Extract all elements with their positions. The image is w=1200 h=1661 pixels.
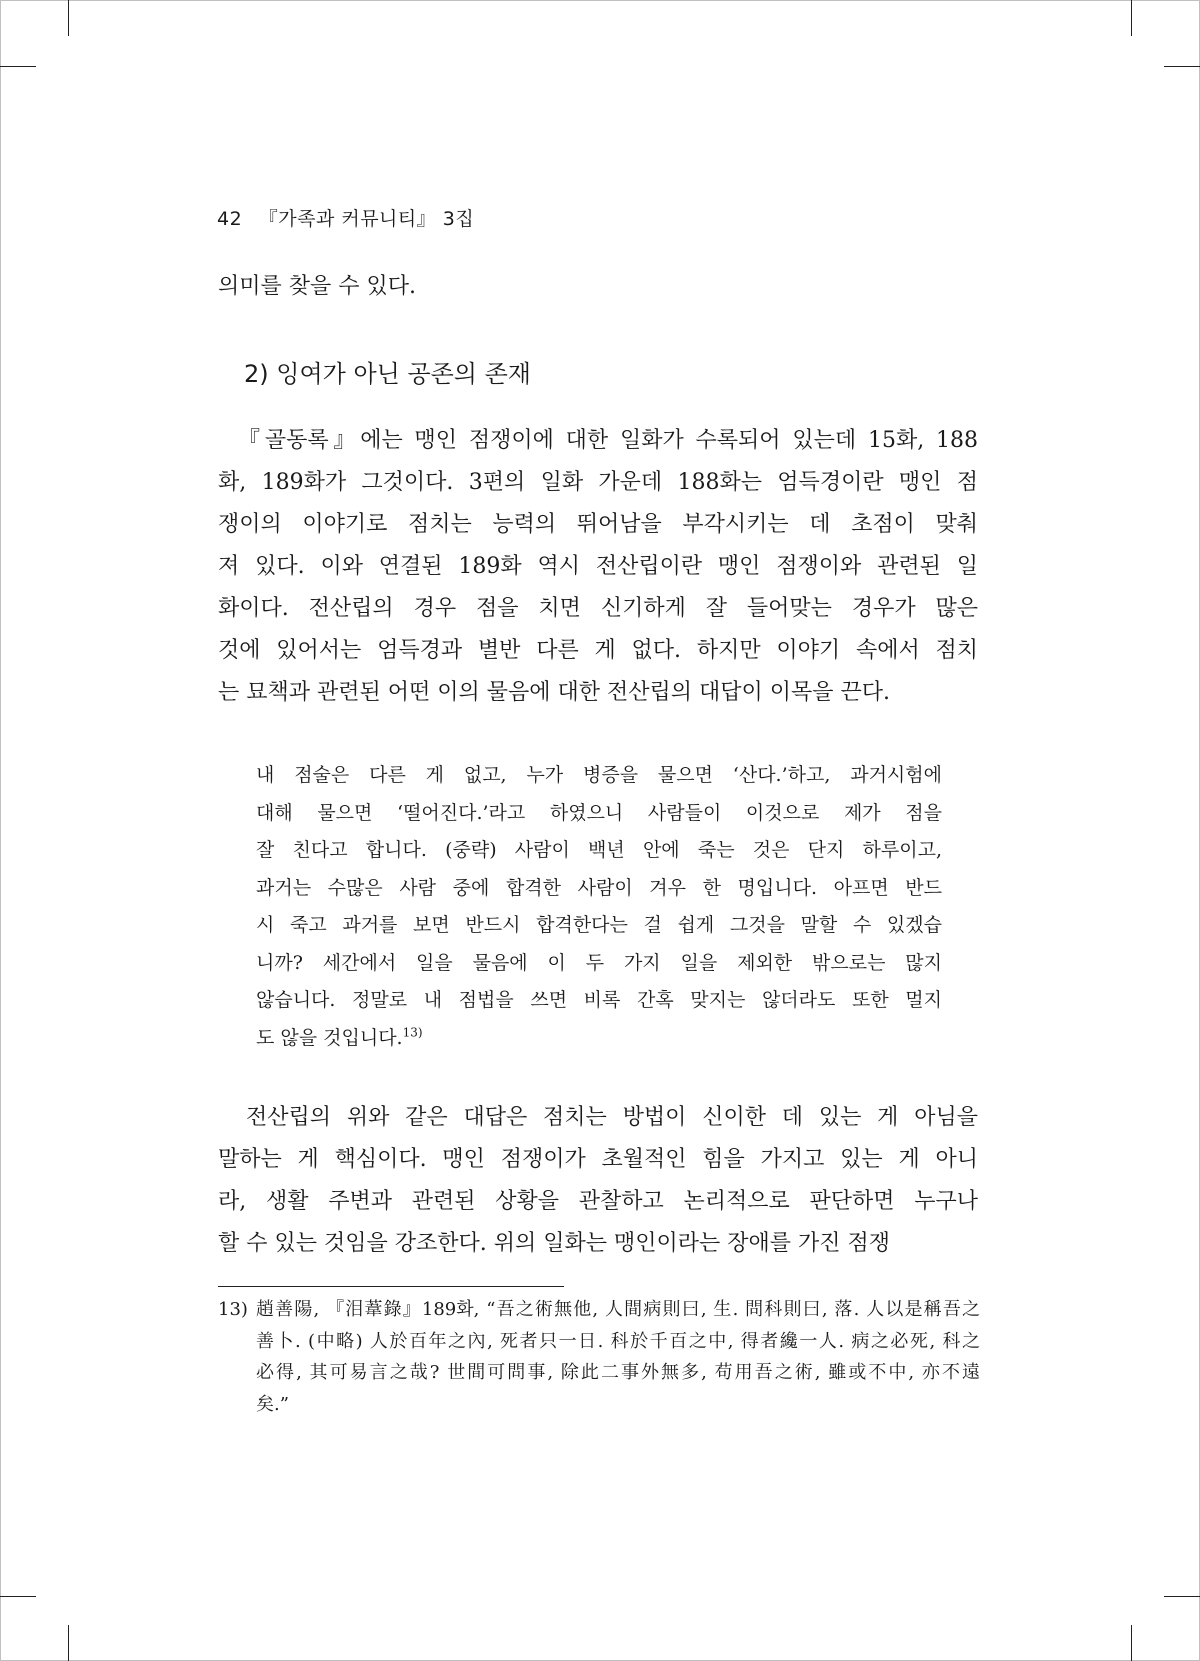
quote-line: 잘 친다고 합니다. (중략) 사람이 백년 안에 죽는 것은 단지 하루이고, <box>256 839 942 861</box>
section-heading: 2) 잉여가 아닌 공존의 존재 <box>244 360 531 388</box>
crop-mark-bottom-left <box>68 1625 69 1661</box>
paragraph-1-line: 것에 있어서는 엄득경과 별반 다른 게 없다. 하지만 이야기 속에서 점치 <box>218 638 978 663</box>
paragraph-1 <box>218 420 978 714</box>
crop-mark-top-left <box>68 0 69 36</box>
paragraph-2-line: 말하는 게 핵심이다. 맹인 점쟁이가 초월적인 힘을 가지고 있는 게 아니 <box>218 1147 978 1172</box>
paragraph-1-line: 는 묘책과 관련된 어떤 이의 물음에 대한 전산립의 대답이 이목을 끈다. <box>218 680 890 705</box>
paragraph-1-line: 『골동록』에는 맹인 점쟁이에 대한 일화가 수록되어 있는데 15화, 188 <box>238 428 978 453</box>
paragraph-1-line: 져 있다. 이와 연결된 189화 역시 전산립이란 맹인 점쟁이와 관련된 일 <box>218 554 978 579</box>
quote-line: 대해 물으면 ‘떨어진다.’라고 하였으니 사람들이 이것으로 제가 점을 <box>256 801 942 824</box>
footnote-line: 善卜. (中略) 人於百年之內, 死者只一日. 科於千百之中, 得者纔一人. 病之必死, 科之 <box>256 1330 980 1352</box>
footnote-line: 矣.” <box>256 1393 289 1415</box>
paragraph-2 <box>218 1097 978 1265</box>
footnote <box>218 1294 980 1420</box>
crop-mark-left-top <box>0 66 36 67</box>
footnote-line: 必得, 其可易言之哉? 世間可問事, 除此二事外無多, 苟用吾之術, 雖或不中, 亦不遠 <box>256 1362 980 1383</box>
footnote-line: 趙善陽, 『泪葦錄』189화, “吾之術無他, 人間病則曰, 生. 問科則曰, 落. 人以是稱吾之 <box>256 1299 980 1320</box>
footnote-reference[interactable]: 13) <box>402 1025 423 1040</box>
paragraph-1-line: 화이다. 전산립의 경우 점을 치면 신기하게 잘 들어맞는 경우가 많은 <box>218 596 978 621</box>
quote-line: 니까? 세간에서 일을 물음에 이 두 가지 일을 제외한 밖으로는 많지 <box>256 951 942 974</box>
page-number: 42 <box>217 208 243 230</box>
quote-line: 과거는 수많은 사람 중에 합격한 사람이 겨우 한 명입니다. 아프면 반드 <box>256 876 942 899</box>
running-head <box>217 204 474 231</box>
crop-mark-top-right <box>1131 0 1132 36</box>
quote-line-last <box>256 1020 942 1058</box>
paragraph-1-line: 쟁이의 이야기로 점치는 능력의 뛰어남을 부각시키는 데 초점이 맞춰 <box>218 512 978 537</box>
crop-mark-left-bottom <box>0 1596 36 1597</box>
crop-mark-right-top <box>1164 66 1200 67</box>
quote-line-text: 도 않을 것입니다. <box>256 1026 403 1049</box>
quote-line: 내 점술은 다른 게 없고, 누가 병증을 물으면 ‘산다.’하고, 과거시험에 <box>256 764 942 786</box>
paragraph-1-line: 화, 189화가 그것이다. 3편의 일화 가운데 188화는 엄득경이란 맹인 점 <box>218 470 978 495</box>
intro-line-text: 의미를 찾을 수 있다. <box>218 274 416 299</box>
intro-line <box>218 266 978 308</box>
paragraph-2-line: 라, 생활 주변과 관련된 상황을 관찰하고 논리적으로 판단하면 누구나 <box>218 1189 978 1214</box>
footnote-body <box>256 1294 980 1420</box>
book-title: 『가족과 커뮤니티』 3집 <box>258 208 475 230</box>
quote-line: 시 죽고 과거를 보면 반드시 합격한다는 걸 쉽게 그것을 말할 수 있겠습 <box>256 914 942 936</box>
quote-line: 않습니다. 정말로 내 점법을 쓰면 비록 간혹 맞지는 않더라도 또한 멀지 <box>256 989 942 1011</box>
footnote-rule <box>218 1286 564 1287</box>
paragraph-2-line: 전산립의 위와 같은 대답은 점치는 방법이 신이한 데 있는 게 아님을 <box>246 1105 978 1130</box>
paragraph-2-line: 할 수 있는 것임을 강조한다. 위의 일화는 맹인이라는 장애를 가진 점쟁 <box>218 1231 890 1256</box>
crop-mark-right-bottom <box>1164 1596 1200 1597</box>
crop-mark-bottom-right <box>1131 1625 1132 1661</box>
footnote-number: 13) <box>218 1299 248 1320</box>
block-quote <box>256 757 942 1057</box>
